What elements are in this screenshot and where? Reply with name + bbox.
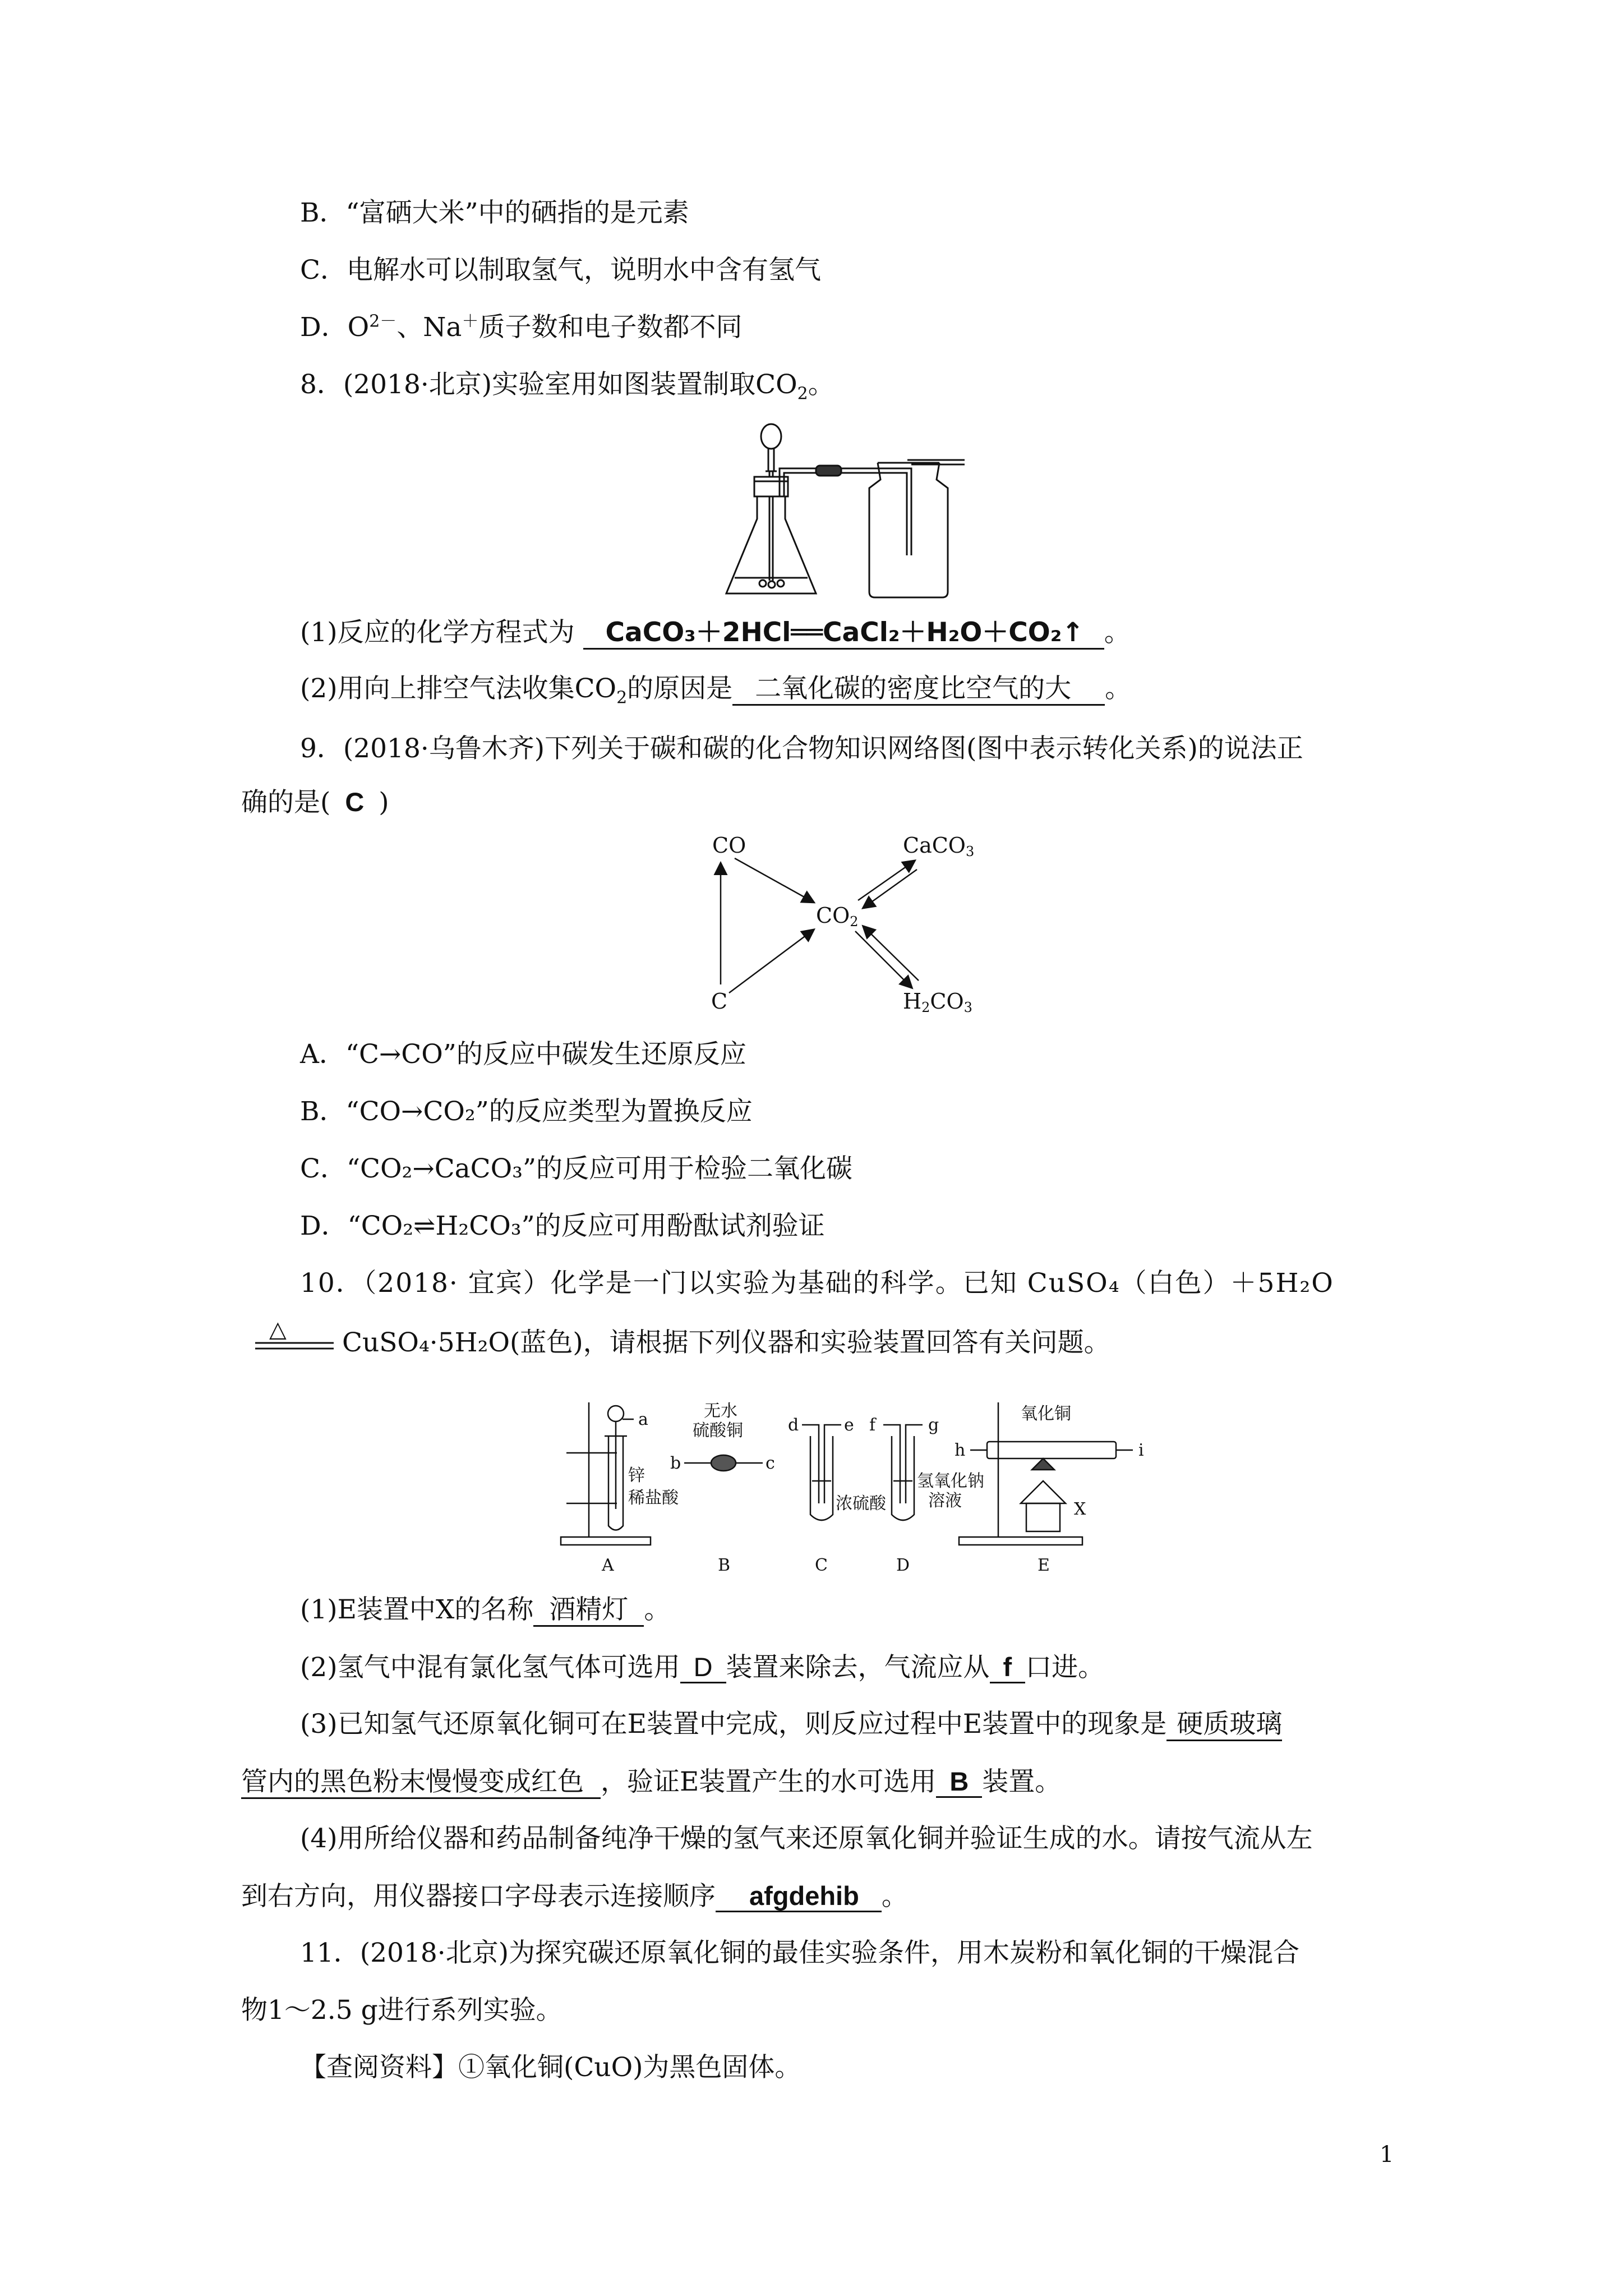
q10-part1-answer: 酒精灯 xyxy=(533,1594,644,1627)
q10-part4-line1: (4)用所给仪器和药品制备纯净干燥的氢气来还原氧化铜并验证生成的水。请按气流从左 xyxy=(300,1823,1313,1854)
svg-text:c: c xyxy=(766,1453,775,1473)
q11-line3: 【查阅资料】①氧化铜(CuO)为黑色固体。 xyxy=(300,2052,801,2083)
q9-stem-line1: 9．(2018·乌鲁木齐)下列关于碳和碳的化合物知识网络图(图中表示转化关系)的说法正 xyxy=(300,733,1303,764)
node-co2: CO2 xyxy=(816,903,859,930)
q10-part2-answer2: f xyxy=(990,1652,1026,1683)
q10-part1: (1)E装置中X的名称 酒精灯 。 xyxy=(300,1593,670,1627)
svg-text:i: i xyxy=(1138,1441,1144,1460)
svg-text:E: E xyxy=(1038,1556,1050,1575)
node-c: C xyxy=(711,989,728,1014)
svg-text:氢氧化钠: 氢氧化钠 xyxy=(917,1471,984,1491)
q10-part3-answer3: B xyxy=(936,1766,982,1798)
svg-text:e: e xyxy=(844,1415,854,1435)
q9-option-a: A．“C→CO”的反应中碳发生还原反应 xyxy=(300,1039,746,1070)
q11-line1: 11．(2018·北京)为探究碳还原氧化铜的最佳实验条件，用木炭粉和氧化铜的干燥混合 xyxy=(300,1938,1300,1968)
svg-text:稀盐酸: 稀盐酸 xyxy=(628,1488,679,1508)
q7-option-c: C．电解水可以制取氢气，说明水中含有氢气 xyxy=(300,255,821,286)
svg-text:g: g xyxy=(928,1415,939,1435)
q7-option-d: D．$O^{2-}$、Na＋质子数和电子数都不同 xyxy=(300,311,743,343)
q10-part3-answer2: 管内的黑色粉末慢慢变成红色 xyxy=(241,1766,601,1799)
experiment-apparatus xyxy=(555,1397,1172,1588)
svg-text:d: d xyxy=(788,1415,799,1435)
q10-part3-line2: 管内的黑色粉末慢慢变成红色 ，验证E装置产生的水可选用 B 装置。 xyxy=(241,1765,1061,1799)
q7-option-b: B．“富硒大米”中的硒指的是元素 xyxy=(300,197,689,228)
svg-text:溶液: 溶液 xyxy=(928,1491,962,1511)
q11-line2: 物1～2.5 g进行系列实验。 xyxy=(241,1995,562,2026)
svg-text:无水: 无水 xyxy=(704,1401,737,1421)
q8-stem: 8．(2018·北京)实验室用如图装置制取$CO_2$。 xyxy=(300,369,834,404)
q10-stem-line2: CuSO₄·5H₂O(蓝色)，请根据下列仪器和实验装置回答有关问题。 xyxy=(342,1327,1110,1358)
svg-text:a: a xyxy=(638,1410,648,1429)
svg-text:b: b xyxy=(670,1453,681,1473)
q10-triangle: △ xyxy=(269,1317,287,1342)
svg-text:f: f xyxy=(869,1415,876,1435)
node-co: CO xyxy=(712,833,746,858)
q9-option-d: D．“CO₂⇌H₂CO₃”的反应可用酚酞试剂验证 xyxy=(300,1211,825,1241)
svg-text:氧化铜: 氧化铜 xyxy=(1021,1404,1071,1424)
svg-text:B: B xyxy=(718,1556,731,1575)
q10-part2-answer1: D xyxy=(680,1652,726,1683)
co2-generation-apparatus xyxy=(718,415,965,606)
q10-part3-line1: (3)已知氢气还原氧化铜可在E装置中完成，则反应过程中E装置中的现象是 硬质玻璃 xyxy=(300,1708,1282,1741)
equals-sign xyxy=(255,1341,334,1352)
q10-part4-line2: 到右方向，用仪器接口字母表示连接顺序 afgdehib 。 xyxy=(241,1881,908,1912)
q9-option-c: C．“CO₂→CaCO₃”的反应可用于检验二氧化碳 xyxy=(300,1153,853,1184)
q10-part3-answer1: 硬质玻璃 xyxy=(1166,1709,1282,1741)
q8-part1-answer: CaCO₃＋2HCl══CaCl₂＋H₂O＋CO₂↑ xyxy=(583,617,1104,650)
q9-stem-line2: 确的是( C ) xyxy=(241,787,389,818)
svg-text:硫酸铜: 硫酸铜 xyxy=(693,1421,743,1441)
q9-answer: C xyxy=(345,787,365,817)
q8-part2: (2)用向上排空气法收集$CO_2$的原因是 二氧化碳的密度比空气的大 。 xyxy=(300,673,1132,708)
q10-part4-answer: afgdehib xyxy=(716,1881,882,1912)
page-number: 1 xyxy=(1380,2142,1394,2168)
q10-part2: (2)氢气中混有氯化氢气体可选用 D 装置来除去，气流应从 f 口进。 xyxy=(300,1652,1105,1683)
svg-text:h: h xyxy=(955,1441,966,1460)
q8-part1: (1)反应的化学方程式为 CaCO₃＋2HCl══CaCl₂＋H₂O＋CO₂↑ 。 xyxy=(300,616,1131,650)
svg-text:C: C xyxy=(815,1556,828,1575)
q10-stem-line1: 10．（2018· 宜宾）化学是一门以实验为基础的科学。已知 CuSO₄（白色）＋5H₂O xyxy=(300,1268,1334,1299)
node-h2co3: H2CO3 xyxy=(903,989,972,1015)
q8-part2-answer: 二氧化碳的密度比空气的大 xyxy=(732,673,1105,706)
svg-text:A: A xyxy=(602,1556,614,1575)
svg-text:X: X xyxy=(1074,1499,1086,1519)
svg-text:浓硫酸: 浓硫酸 xyxy=(836,1494,886,1513)
q9-option-b: B．“CO→CO₂”的反应类型为置换反应 xyxy=(300,1096,753,1127)
svg-text:锌: 锌 xyxy=(628,1466,645,1485)
node-caco3: CaCO3 xyxy=(903,833,975,859)
carbon-network-diagram xyxy=(695,830,1009,1032)
svg-text:D: D xyxy=(896,1556,910,1575)
